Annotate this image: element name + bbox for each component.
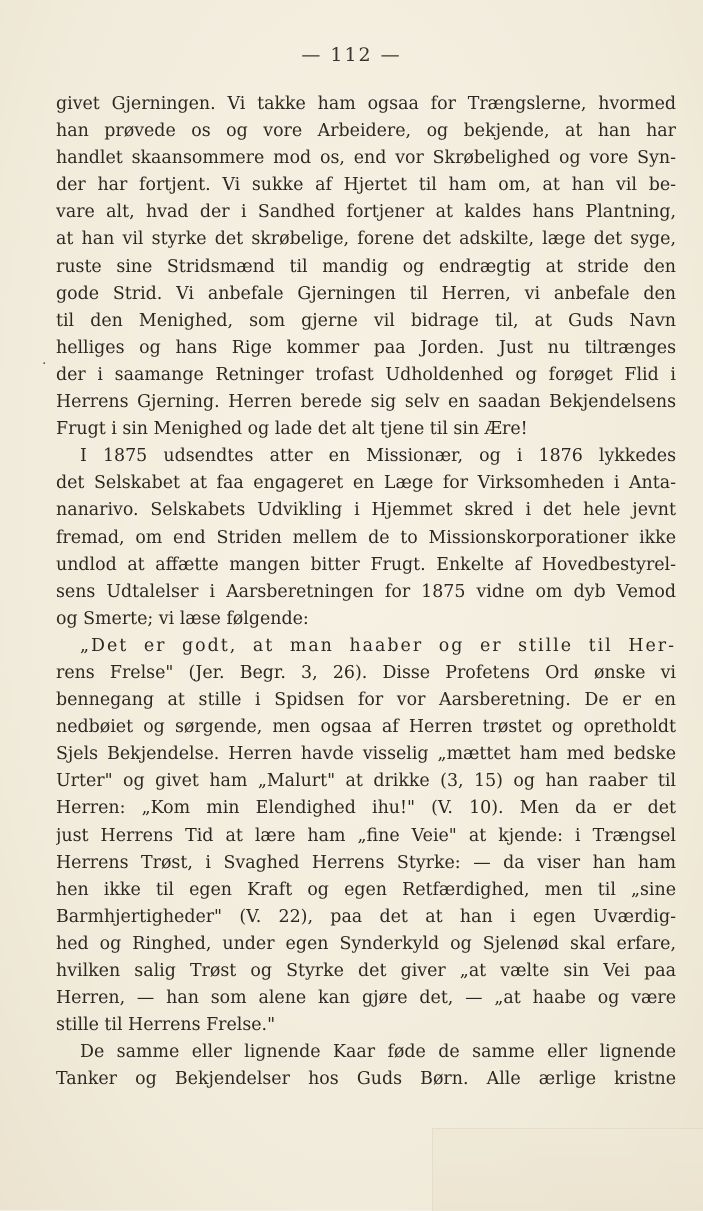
- text-line: Herren: „Kom min Elendighed ihu!" (V. 10). Men da er det: [56, 798, 676, 819]
- text-line: Herrens Gjerning. Herren berede sig selv en saadan Bekjendelsens: [56, 392, 676, 413]
- text-line: Barmhjertigheder" (V. 22), paa det at han i egen Uværdig-: [56, 906, 676, 927]
- text-line: sens Udtalelser i Aarsberetningen for 1875 vidne om dyb Vemod: [56, 581, 676, 602]
- text-line: gode Strid. Vi anbefale Gjerningen til Herren, vi anbefale den: [56, 283, 676, 304]
- text-line: nanarivo. Selskabets Udvikling i Hjemmet skred i det hele jevnt: [56, 500, 676, 521]
- text-line: Herren, — han som alene kan gjøre det, — „at haabe og være: [56, 988, 676, 1009]
- page-number: — 112 —: [301, 44, 402, 66]
- text-line: Frugt i sin Menighed og lade det alt tjene til sin Ære!: [56, 419, 528, 440]
- text-line: hed og Ringhed, under egen Synderkyld og Sjelenød skal erfare,: [56, 933, 676, 954]
- text-line: hen ikke til egen Kraft og egen Retfærdighed, men til „sine: [56, 879, 676, 900]
- text-line: han prøvede os og vore Arbeidere, og bekjende, at han har: [56, 121, 676, 142]
- text-line: der i saamange Retninger trofast Udholdenhed og forøget Flid i: [56, 364, 676, 385]
- text-line: til den Menighed, som gjerne vil bidrage til, at Guds Navn: [56, 310, 676, 331]
- text-line: Sjels Bekjendelse. Herren havde visselig „mættet ham med bedske: [56, 744, 676, 765]
- margin-mark: .: [42, 352, 47, 368]
- text-line: givet Gjerningen. Vi takke ham ogsaa for Trængslerne, hvormed: [56, 94, 676, 114]
- text-line: hvilken salig Trøst og Styrke det giver „at vælte sin Vei paa: [56, 961, 676, 981]
- text-line: „Det er godt, at man haaber og er stille til Her-: [80, 635, 676, 656]
- text-line: Herrens Trøst, i Svaghed Herrens Styrke: — da viser han ham: [56, 852, 676, 873]
- text-line: bennegang at stille i Spidsen for vor Aarsberetning. De er en: [56, 690, 676, 711]
- text-line: og Smerte; vi læse følgende:: [56, 608, 309, 629]
- text-line: just Herrens Tid at lære ham „fine Veie" at kjende: i Trængsel: [56, 825, 676, 846]
- text-line: I 1875 udsendtes atter en Missionær, og i 1876 lykkedes: [80, 446, 676, 467]
- text-line: stille til Herrens Frelse.": [56, 1015, 276, 1036]
- text-line: handlet skaansommere mod os, end vor Skrøbelighed og vore Syn-: [56, 148, 676, 169]
- paper-stain: [432, 1128, 703, 1211]
- text-line: undlod at affætte mangen bitter Frugt. Enkelte af Hovedbestyrel-: [56, 554, 676, 575]
- text-line: ruste sine Stridsmænd til mandig og endrægtig at stride den: [56, 256, 676, 277]
- text-line: De samme eller lignende Kaar føde de samme eller lignende: [80, 1042, 676, 1063]
- body-text: [56, 91, 676, 1093]
- text-line: vare alt, hvad der i Sandhed fortjener at kaldes hans Plantning,: [56, 202, 676, 223]
- text-line: det Selskabet at faa engageret en Læge for Virksomheden i Anta-: [56, 473, 676, 494]
- text-line: at han vil styrke det skrøbelige, forene det adskilte, læge det syge,: [56, 229, 676, 250]
- text-line: Tanker og Bekjendelser hos Guds Børn. Alle ærlige kristne: [56, 1069, 676, 1090]
- text-line: rens Frelse" (Jer. Begr. 3, 26). Disse Profetens Ord ønske vi: [56, 662, 676, 683]
- text-line: der har fortjent. Vi sukke af Hjertet til ham om, at han vil be-: [56, 175, 676, 196]
- text-line: Urter" og givet ham „Malurt" at drikke (3, 15) og han raaber til: [56, 771, 676, 792]
- text-line: fremad, om end Striden mellem de to Missionskorporationer ikke: [56, 527, 676, 548]
- text-line: nedbøiet og sørgende, men ogsaa af Herren trøstet og opretholdt: [56, 717, 676, 738]
- text-line: helliges og hans Rige kommer paa Jorden. Just nu tiltrænges: [56, 337, 676, 358]
